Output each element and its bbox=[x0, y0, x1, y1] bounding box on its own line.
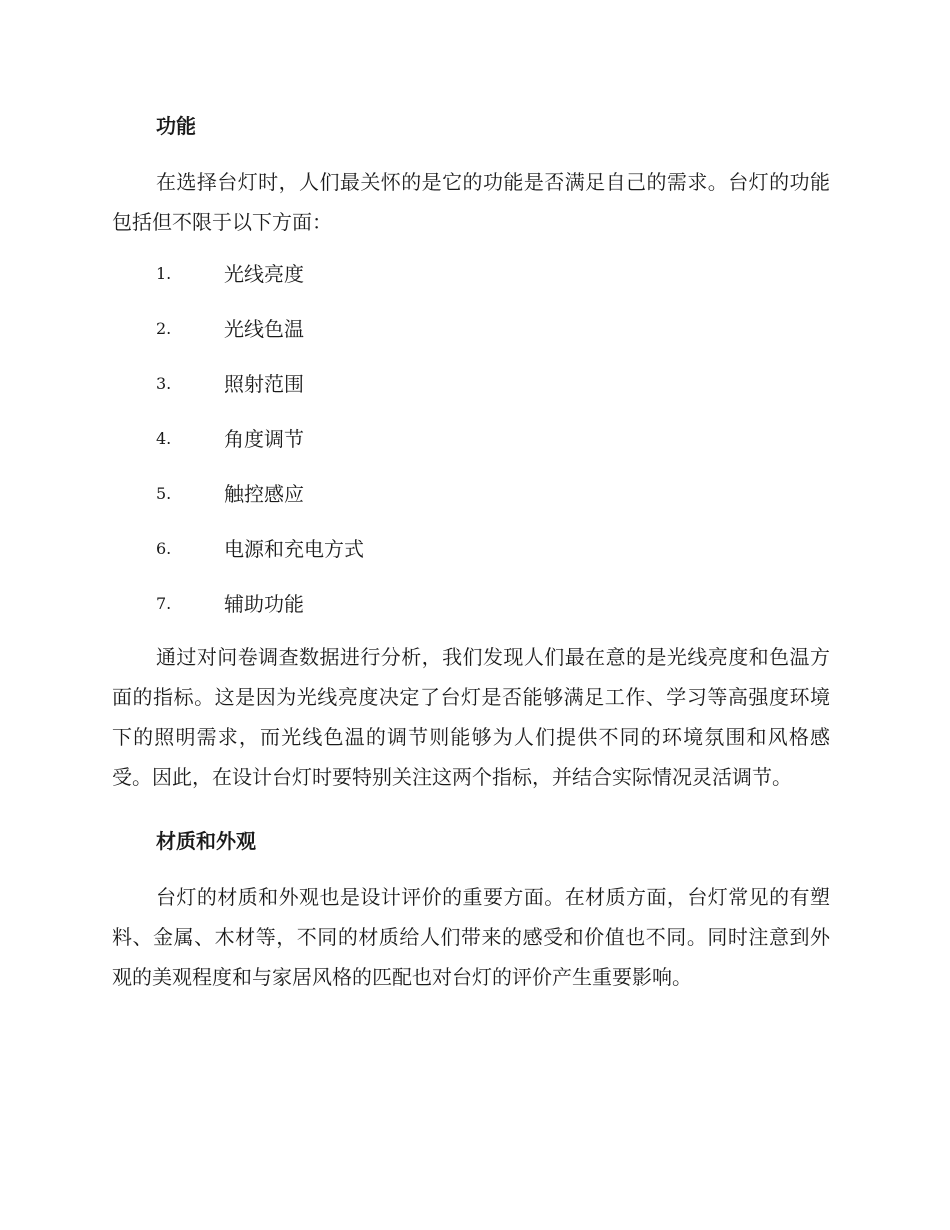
section-heading-function: 功能 bbox=[156, 114, 196, 138]
list-item bbox=[112, 309, 830, 364]
list-item-number: 3. bbox=[156, 374, 172, 393]
list-item-text: 触控感应 bbox=[224, 482, 304, 506]
function-list bbox=[112, 254, 830, 639]
section-heading-material: 材质和外观 bbox=[156, 829, 256, 853]
list-item-number: 5. bbox=[156, 484, 172, 503]
list-item-text: 电源和充电方式 bbox=[224, 537, 364, 561]
list-item-number: 7. bbox=[156, 594, 172, 613]
list-item-text: 照射范围 bbox=[224, 372, 304, 396]
list-item-text: 角度调节 bbox=[224, 427, 304, 451]
list-item bbox=[112, 584, 830, 639]
analysis-paragraph: 通过对问卷调查数据进行分析，我们发现人们最在意的是光线亮度和色温方面的指标。这是因为光线亮度决定了台灯是否能够满足工作、学习等高强度环境下的照明需求，而光线色温的调节则能够为人们提供不同的环境氛围和风格感受。因此，在设计台灯时要特别关注这两个指标，并结合实际情况灵活调节。 bbox=[112, 645, 830, 789]
list-item-number: 2. bbox=[156, 319, 172, 338]
material-paragraph: 台灯的材质和外观也是设计评价的重要方面。在材质方面，台灯常见的有塑料、金属、木材等，不同的材质给人们带来的感受和价值也不同。同时注意到外观的美观程度和与家居风格的匹配也对台灯的评价产生重要影响。 bbox=[112, 885, 830, 989]
list-item-number: 4. bbox=[156, 429, 172, 448]
list-item bbox=[112, 474, 830, 529]
list-item-number: 1. bbox=[156, 264, 172, 283]
list-item bbox=[112, 419, 830, 474]
list-item-text: 光线色温 bbox=[224, 317, 304, 341]
list-item-text: 辅助功能 bbox=[224, 592, 304, 616]
list-item bbox=[112, 364, 830, 419]
list-item-text: 光线亮度 bbox=[224, 262, 304, 286]
document-page bbox=[112, 104, 830, 997]
function-intro-paragraph: 在选择台灯时，人们最关怀的是它的功能是否满足自己的需求。台灯的功能包括但不限于以下方面： bbox=[112, 170, 830, 234]
list-item bbox=[112, 529, 830, 584]
list-item bbox=[112, 254, 830, 309]
list-item-number: 6. bbox=[156, 539, 172, 558]
